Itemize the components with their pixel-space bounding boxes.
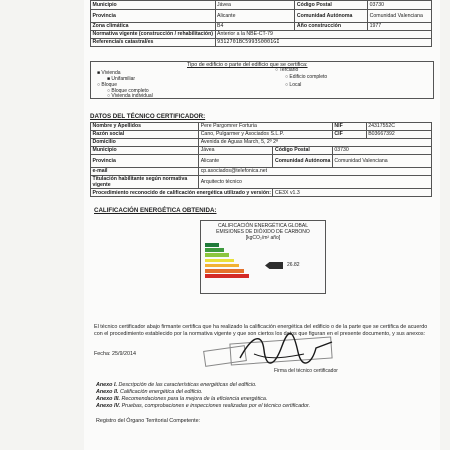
signature-icon (234, 328, 344, 370)
annex-2: Anexo II. Calificación energética del edificio. (96, 389, 203, 395)
table-row: Provincia Alicante Comunidad Autónoma Comunidad Valenciana (91, 10, 432, 23)
option-bloque-completo[interactable]: ○ Bloque completo (107, 88, 149, 94)
option-bloque[interactable]: ○ Bloque (97, 82, 117, 88)
table-row: Razón social Cano, Pulgarmer y Asociados S.L.P. CIF B03667392 (91, 131, 432, 139)
rating-bar (205, 243, 219, 247)
table-row: Municipio Jávea Código Postal 03730 (91, 147, 432, 155)
certifier-table (90, 122, 432, 197)
table-row: Procedimiento reconocido de calificación energética utilizado y versión: CE3X v1.3 (91, 189, 432, 197)
table-row: Nombre y Apellidos Pere Pargomrer Forturia NIF 24317552C (91, 123, 432, 131)
rating-bar (205, 264, 239, 268)
annex-3: Anexo III. Recomendaciones para la mejora de la eficiencia energética. (96, 396, 268, 402)
rating-heading: CALIFICACIÓN ENERGÉTICA OBTENIDA: (94, 207, 217, 214)
rating-title-1: CALIFICACIÓN ENERGÉTICA GLOBAL (217, 223, 309, 229)
table-row: Normativa vigente (construcción / rehabilitación) Anterior a la NBE-CT-79 (91, 31, 432, 39)
option-edificio-completo[interactable]: ○ Edificio completo (285, 74, 328, 80)
option-unifamiliar[interactable]: ■ Unifamiliar (107, 76, 136, 82)
table-row: Domicilio Avenida de Aguas March, 5, 2º 2ª (91, 139, 432, 147)
table-row: Municipio Jávea Código Postal 03730 (91, 1, 432, 10)
signature-caption: Firma del técnico certificador (274, 368, 338, 374)
rating-bar (205, 274, 249, 278)
rating-bar (205, 253, 229, 257)
declaration-text: El técnico certificador abajo firmante certifica que ha realizado la calificación energética del edificio o de la parte que se certifica de acuerdo con el procedimiento establecido por la normativa vigente y que son ciertos los datos que figuran en el presente documento, y sus anexos: (94, 324, 428, 337)
option-terciario[interactable]: ○ Terciario (275, 67, 299, 73)
building-type-box (90, 61, 434, 99)
table-row: Referencia/s catastral/es 9312701BC5993S0001GI (91, 39, 432, 47)
rating-unit: [kgCO₂/m² año] (245, 235, 281, 241)
signature-date: Fecha: 25/9/2014 (94, 351, 136, 357)
table-row: Titulación habilitante según normativa vigente Arquitecto técnico (91, 176, 432, 189)
energy-rating-box (200, 220, 326, 294)
registry-text: Registro del Órgano Territorial Competente: (96, 418, 201, 424)
certificate-page (84, 0, 440, 450)
rating-bar (205, 259, 234, 263)
certifier-heading: DATOS DEL TÉCNICO CERTIFICADOR: (90, 113, 206, 120)
rating-bar (205, 248, 224, 252)
annex-4: Anexo IV. Pruebas, comprobaciones e inspecciones realizadas por el técnico certificador. (96, 403, 311, 409)
rating-value: 26.82 (287, 262, 300, 268)
rating-title-2: EMISIONES DE DIÓXIDO DE CARBONO (216, 229, 310, 235)
table-row: Provincia Alicante Comunidad Autónoma Comunidad Valenciana (91, 155, 432, 168)
table-row: Zona climática B4 Año construcción 1977 (91, 23, 432, 31)
option-local[interactable]: ○ Local (285, 82, 302, 88)
building-type-title: Tipo de edificio o parte del edificio que se certifica: (187, 62, 308, 68)
building-data-table (90, 0, 432, 47)
rating-bar (205, 269, 244, 273)
table-row: e-mail cp.asociados@telefonica.net (91, 168, 432, 176)
option-vivienda-individual[interactable]: ○ Vivienda individual (107, 93, 153, 99)
rating-arrow-icon (265, 262, 283, 269)
option-vivienda[interactable]: ■ Vivienda (97, 70, 121, 76)
annex-1: Anexo I. Descripción de las características energéticas del edificio. (96, 382, 257, 388)
